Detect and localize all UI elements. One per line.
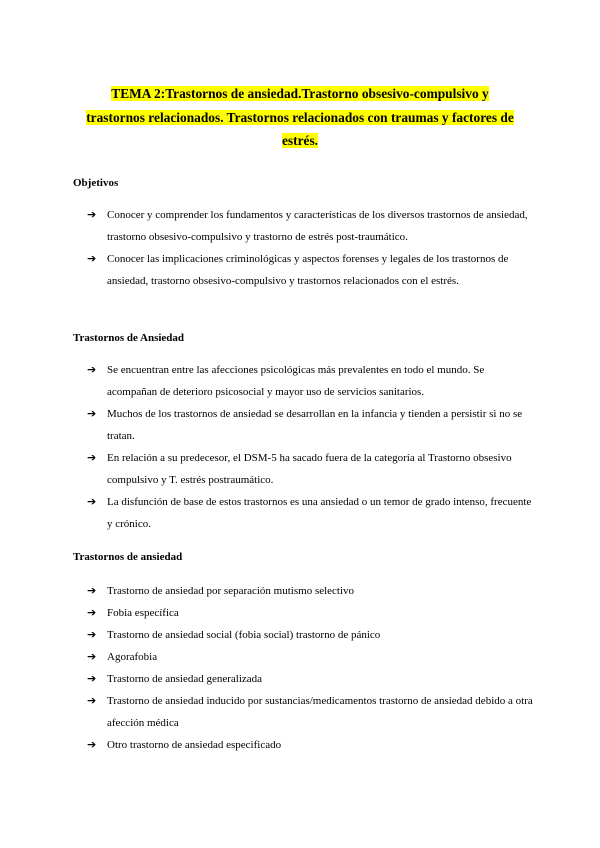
arrow-icon: ➔ [87, 694, 97, 707]
arrow-icon: ➔ [87, 628, 97, 641]
title-line-1: TEMA 2:Trastornos de ansiedad.Trastorno obsesivo-compulsivo y [111, 86, 489, 101]
arrow-icon: ➔ [87, 672, 97, 685]
trastornos-de-ansiedad-list [73, 580, 533, 756]
title-line-2: trastornos relacionados. Trastornos relacionados con traumas y factores de [86, 109, 514, 125]
arrow-icon: ➔ [87, 208, 97, 221]
list-item: ➔ Otro trastorno de ansiedad especificado [73, 734, 533, 756]
section-heading-trastornos-de-ansiedad: Trastornos de ansiedad [73, 551, 183, 563]
list-item: ➔ Trastorno de ansiedad social (fobia social) trastorno de pánico [73, 624, 533, 646]
list-item: ➔ Agorafobia [73, 646, 533, 668]
list-item: ➔ Muchos de los trastornos de ansiedad se desarrollan en la infancia y tienden a persistir si no se tratan. [73, 403, 533, 447]
arrow-icon: ➔ [87, 738, 97, 751]
list-item: ➔ Fobia específica [73, 602, 533, 624]
arrow-icon: ➔ [87, 584, 97, 597]
arrow-icon: ➔ [87, 606, 97, 619]
trastornos-ansiedad-list [73, 359, 533, 535]
title-line-3: estrés. [281, 133, 319, 148]
list-item: ➔ Trastorno de ansiedad generalizada [73, 668, 533, 690]
list-item: ➔ Se encuentran entre las afecciones psicológicas más prevalentes en todo el mundo. Se acompañan de deterioro psicosocial y mayor uso de servicios sanitarios. [73, 359, 533, 403]
list-item: ➔ La disfunción de base de estos trastornos es una ansiedad o un temor de grado intenso, frecuente y crónico. [73, 491, 533, 535]
objetivos-list [73, 204, 533, 292]
list-item: ➔ En relación a su predecesor, el DSM-5 ha sacado fuera de la categoría al Trastorno obsesivo compulsivo y T. estrés postraumático. [73, 447, 533, 491]
arrow-icon: ➔ [87, 252, 97, 265]
list-item: ➔ Conocer y comprender los fundamentos y características de los diversos trastornos de ansiedad, trastorno obsesivo-compulsivo y trastorno de estrés post-traumático. [73, 204, 533, 248]
list-item: ➔ Trastorno de ansiedad inducido por sustancias/medicamentos trastorno de ansiedad debido a otra afección médica [73, 690, 533, 734]
list-item: ➔ Conocer las implicaciones criminológicas y aspectos forenses y legales de los trastornos de ansiedad, trastorno obsesivo-compulsivo y trastornos relacionados con el estrés. [73, 248, 533, 292]
arrow-icon: ➔ [87, 407, 97, 420]
list-item: ➔ Trastorno de ansiedad por separación mutismo selectivo [73, 580, 533, 602]
section-heading-objetivos: Objetivos [73, 177, 119, 189]
arrow-icon: ➔ [87, 650, 97, 663]
arrow-icon: ➔ [87, 363, 97, 376]
arrow-icon: ➔ [87, 495, 97, 508]
document-title [60, 82, 540, 153]
section-heading-trastornos-ansiedad: Trastornos de Ansiedad [73, 332, 185, 344]
arrow-icon: ➔ [87, 451, 97, 464]
